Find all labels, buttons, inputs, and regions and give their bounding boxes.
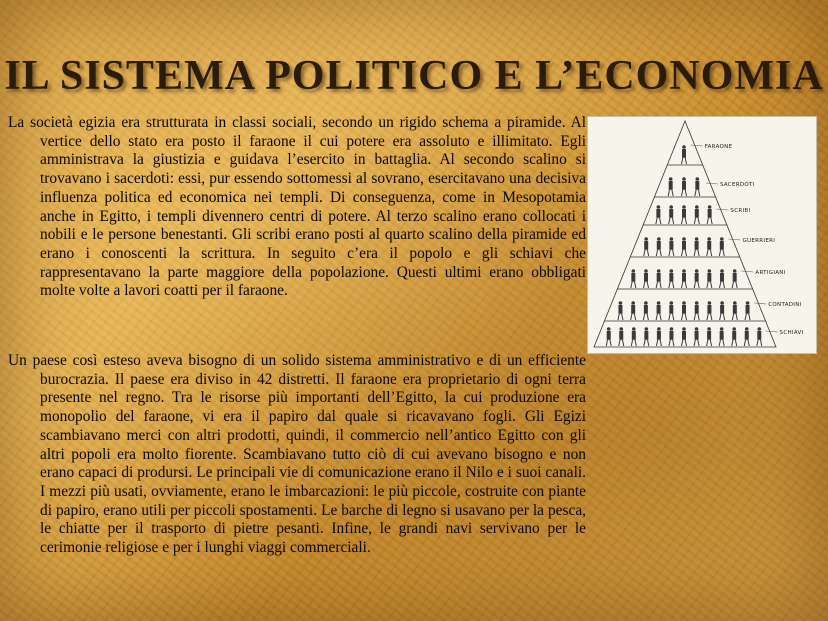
pyramid-figure [682,237,687,256]
pyramid-figure [682,327,687,346]
pyramid-figure [668,177,673,196]
pyramid-figure [631,269,636,288]
label-leader [729,239,741,240]
pyramid-figure [682,301,687,320]
paragraph-economy: Un paese così esteso aveva bisogno di un solido sistema amministrativo e di un efficiente burocrazia. Il paese era diviso in 42 distretti. Il faraone era proprietario di ogni terra presente nel regno. Tra le risorse più importanti dell’Egitto, la cui produzione era monopolio del faraone, vi era il papiro dal quale si ricavavano fogli. Gli Egizi scambiavano merci con altri prodotti, quindi, il commercio nell’antico Egitto con gli altri popoli era molto fiorente. Scambiavano tutto ciò di cui avevano bisogno e non erano capaci di prodursi. Le principali vie di comunicazione erano il Nilo e i suoi canali. I mezzi più usati, ovviamente, erano le imbarcazioni: le più piccole, costruite con piante di papiro, erano utili per piccoli spostamenti. Le barche di legno si usavano per la pesca, le chiatte per il trasporto di pietre pesanti. Infine, le grandi navi servivano per le cerimonie religiose e per i lunghi viaggi commerciali. [8,352,586,557]
pyramid-figure [720,301,725,320]
label-leader [741,271,753,272]
pyramid-figure [631,301,636,320]
pyramid-figure [720,269,725,288]
pyramid-drawing [588,117,816,353]
pyramid-figure [669,205,674,224]
pyramid-figure [669,301,674,320]
label-leader [716,209,728,210]
pyramid-figure [644,327,649,346]
pyramid-label-contadini: CONTADINI [768,302,802,308]
pyramid-figure [656,269,661,288]
pyramid-label-artigiani: ARTIGIANI [755,270,786,276]
pyramid-figure [656,205,661,224]
label-leader [706,183,718,184]
label-leader [691,145,703,146]
pyramid-figure [732,327,737,346]
pyramid-figure [719,327,724,346]
pyramid-figure [707,269,712,288]
pyramid-figure [719,237,724,256]
pyramid-figure [631,327,636,346]
pyramid-figure [644,237,649,256]
paragraph-social-structure: La società egizia era strutturata in classi sociali, secondo un rigido schema a piramide. Al vertice dello stato era posto il faraone il cui potere era assoluto e illimitato. Egli amministrava la giustizia e guidava l’esercito in battaglia. Al secondo scalino si trovavano i sacerdoti: essi, pur essendo sottomessi al sovrano, esercitavano una decisiva influenza politica ed economica nei templi. Di conseguenza, come in Mesopotamia anche in Egitto, i templi divennero centri di potere. Al terzo scalino erano collocati i nobili e le persone benestanti. Gli scribi erano posti al quarto scalino della piramide ed erano i conoscenti la scrittura. In seguito c’era il popolo e gli schiavi che rappresentavano la parte maggiore della popolazione. Questi ultimi erano obbligati molte volte a lavori coatti per il faraone. [8,114,586,300]
label-leader [754,303,766,304]
pyramid-figure [682,269,687,288]
pyramid-label-sacerdoti: SACERDOTI [719,182,755,188]
pyramid-figure [656,301,661,320]
pyramid-figure [694,237,699,256]
pyramid-label-scribi: SCRIBI [730,208,751,214]
pyramid-figure [707,301,712,320]
pyramid-figure [606,327,611,346]
social-pyramid-illustration [587,116,817,354]
pyramid-figure [732,269,737,288]
pyramid-figure [669,327,674,346]
pyramid-label-faraone: FARAONE [704,144,733,150]
pyramid-figure [682,145,687,164]
pyramid-figure [695,177,700,196]
pyramid-figure [682,177,687,196]
pyramid-figure [694,301,699,320]
pyramid-figure [744,327,749,346]
pyramid-figure [732,301,737,320]
pyramid-figure [682,205,687,224]
label-leader [766,331,778,332]
pyramid-figure [643,301,648,320]
pyramid-figure [656,237,661,256]
pyramid-figure [707,237,712,256]
pyramid-figure [694,327,699,346]
pyramid-figure [745,301,750,320]
pyramid-figure [669,269,674,288]
pyramid-figure [619,327,624,346]
pyramid-figure [618,301,623,320]
pyramid-label-schiavi: SCHIAVI [779,330,804,336]
pyramid-figure [694,269,699,288]
pyramid-figure [669,237,674,256]
pyramid-label-guerrieri: GUERRIERI [742,238,776,244]
slide-title: IL SISTEMA POLITICO E L’ECONOMIA [4,53,824,99]
pyramid-figure [656,327,661,346]
pyramid-figure [694,205,699,224]
pyramid-figure [643,269,648,288]
pyramid-figure [707,327,712,346]
pyramid-figure [757,327,762,346]
pyramid-figure [707,205,712,224]
